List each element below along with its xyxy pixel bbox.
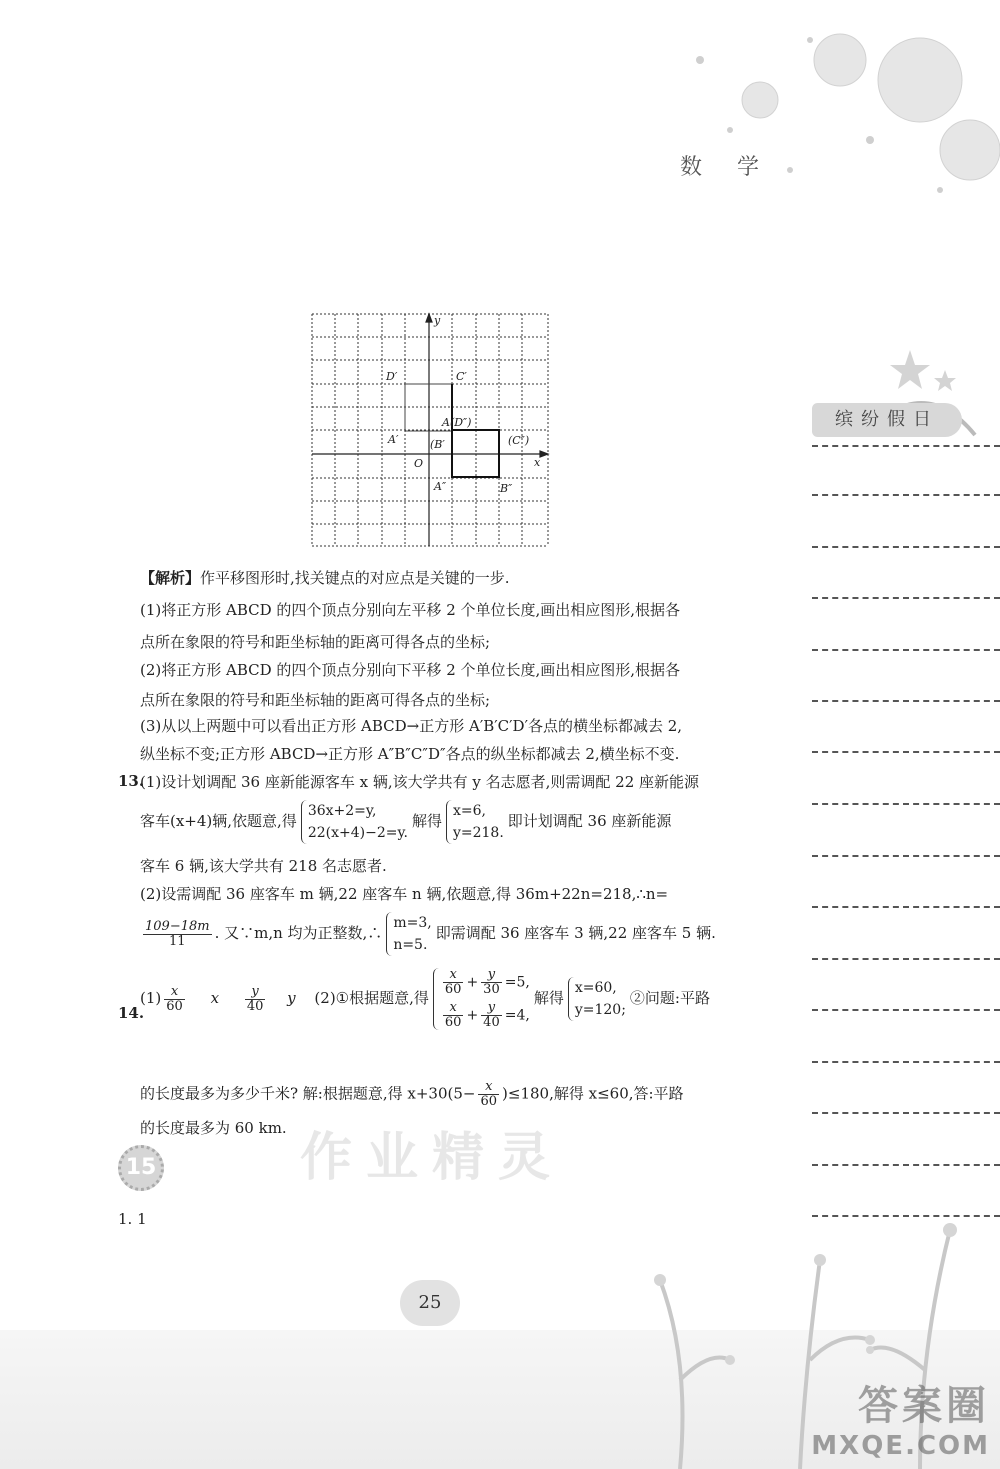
note-line — [812, 1061, 1000, 1063]
q14-line: 的长度最多为 60 km. — [140, 1119, 287, 1137]
flower-decoration — [640, 20, 1000, 210]
logo-url: MXQE.COM — [811, 1431, 990, 1461]
analysis-line — [140, 568, 510, 588]
fraction — [478, 1080, 499, 1109]
fraction-numerator: y — [481, 968, 502, 983]
solution-system — [568, 977, 626, 1021]
sidebar-tab: 缤纷假日 — [812, 403, 962, 437]
fraction-denominator: 60 — [480, 1094, 498, 1109]
equation: $\frac{x}{60}$ + $\frac{y}{40}$ =4, — [444, 1000, 530, 1030]
q13-line — [140, 800, 671, 844]
fraction-numerator: y — [481, 1001, 502, 1016]
equation-rhs: =5, — [504, 974, 530, 991]
fraction-numerator: 109−18m — [145, 918, 210, 934]
page-number: 25 — [400, 1280, 460, 1326]
answer-variable: y — [287, 989, 296, 1007]
logo-text: 答案圈 — [858, 1383, 990, 1429]
fraction — [443, 968, 464, 997]
q13-text: 即计划调配 36 座新能源 — [507, 812, 672, 830]
equation-rhs: =4, — [504, 1007, 530, 1024]
solution: m=3, — [393, 915, 432, 931]
q14-text: ②问题:平路 — [629, 989, 710, 1007]
solution-system — [386, 912, 431, 956]
fraction-numerator: x — [443, 968, 464, 983]
solution: x=60, — [574, 980, 617, 996]
fraction — [143, 920, 212, 949]
fraction-numerator: x — [478, 1080, 499, 1095]
note-line — [812, 1164, 1000, 1166]
solution: y=120; — [574, 1002, 626, 1018]
note-line — [812, 546, 1000, 548]
equation-system — [433, 968, 530, 1030]
q13-line: 客车 6 辆,该大学共有 218 名志愿者. — [140, 857, 387, 875]
label-a-dpp: A(D″) — [442, 416, 472, 429]
solution-system — [446, 800, 504, 844]
x-axis-label: x — [534, 456, 541, 469]
q14-text: 解得 — [533, 989, 564, 1007]
site-logo — [811, 1374, 990, 1461]
q14-text: (1) — [140, 989, 162, 1007]
label-bp: (B′ — [430, 438, 445, 451]
analysis-line: (3)从以上两题中可以看出正方形 ABCD→正方形 A′B′C′D′各点的横坐标都减去 2, — [140, 717, 683, 735]
origin-label: O — [414, 457, 424, 470]
analysis-line: 点所在象限的符号和距坐标轴的距离可得各点的坐标; — [140, 691, 491, 709]
equation-system — [301, 800, 408, 844]
fraction-denominator: 30 — [483, 982, 500, 997]
q14-line — [140, 968, 710, 1030]
note-line — [812, 906, 1000, 908]
fraction — [245, 985, 266, 1014]
q13-text: 即需调配 36 座客车 3 辆,22 座客车 5 辆. — [435, 924, 716, 942]
solution: x=6, — [452, 803, 486, 819]
note-line — [812, 649, 1000, 651]
fraction-denominator: 60 — [444, 982, 462, 997]
q14-text: )≤180,解得 x≤60,答:平路 — [502, 1084, 684, 1103]
question-number: 13. — [118, 772, 145, 790]
label-cp: C′ — [456, 370, 467, 383]
solution: n=5. — [393, 937, 428, 953]
label-ap: A′ — [388, 433, 399, 446]
fraction-numerator: x — [443, 1001, 464, 1016]
fraction-denominator: 60 — [166, 998, 183, 1014]
solution: y=218. — [452, 825, 504, 841]
equation: 36x+2=y, — [307, 803, 377, 819]
fraction — [443, 1001, 464, 1030]
answer-variable: x — [210, 989, 220, 1007]
equation: 22(x+4)−2=y. — [307, 825, 408, 841]
analysis-line: 纵坐标不变;正方形 ABCD→正方形 A″B″C″D″各点的纵坐标都减去 2,横坐标不变. — [140, 745, 680, 763]
fraction — [164, 985, 185, 1014]
fraction-denominator: 40 — [246, 998, 264, 1014]
label-bpp: B″ — [500, 482, 513, 495]
analysis-heading: 【解析】 — [140, 569, 201, 587]
analysis-line: 点所在象限的符号和距坐标轴的距离可得各点的坐标; — [140, 633, 491, 651]
note-line — [812, 1009, 1000, 1011]
watermark: 作业精灵 — [300, 1128, 565, 1188]
coordinate-grid-figure — [310, 312, 550, 548]
note-line — [812, 803, 1000, 805]
q13-line: (2)设需调配 36 座客车 m 辆,22 座客车 n 辆,依题意,得 36m+22n=218,∴n= — [140, 885, 669, 903]
label-cpp: (C″) — [508, 434, 530, 447]
analysis-text: 作平移图形时,找关键点的对应点是关键的一步. — [200, 569, 510, 587]
fraction-denominator: 60 — [444, 1015, 462, 1030]
note-line — [812, 700, 1000, 702]
note-line — [812, 958, 1000, 960]
note-line — [812, 597, 1000, 599]
label-app: A″ — [434, 480, 447, 493]
section-q1: 1. 1 — [118, 1210, 147, 1228]
note-line — [812, 855, 1000, 857]
q13-text: 客车(x+4)辆,依题意,得 — [140, 812, 297, 830]
note-line — [812, 1112, 1000, 1114]
section-badge: 15 — [118, 1145, 164, 1191]
fraction-numerator: y — [245, 985, 266, 1000]
note-line — [812, 445, 1000, 447]
fraction — [481, 968, 502, 997]
q13-text: . 又∵m,n 均为正整数,∴ — [214, 924, 383, 942]
q13-line — [140, 912, 716, 956]
subject-title: 数 学 — [680, 155, 773, 180]
note-line — [812, 751, 1000, 753]
fraction-denominator: 40 — [483, 1015, 500, 1030]
question-number: 14. — [118, 1004, 145, 1022]
analysis-line: (1)将正方形 ABCD 的四个顶点分别向左平移 2 个单位长度,画出相应图形,根据各 — [140, 601, 681, 619]
fraction-numerator: x — [164, 985, 185, 1000]
q14-line — [140, 1080, 684, 1109]
fraction-denominator: 11 — [169, 933, 186, 949]
label-dp: D′ — [386, 370, 398, 383]
fraction — [481, 1001, 502, 1030]
q14-text: 的长度最多为多少千米? 解:根据题意,得 x+30(5− — [140, 1084, 476, 1103]
q13-line: (1)设计划调配 36 座新能源客车 x 辆,该大学共有 y 名志愿者,则需调配 22 座新能源 — [140, 773, 700, 791]
q14-text: (2)①根据题意,得 — [314, 989, 429, 1007]
q13-text: 解得 — [411, 812, 442, 830]
y-axis-label: y — [434, 314, 441, 327]
equation: $\frac{x}{60}$ + $\frac{y}{30}$ =5, — [444, 967, 530, 997]
note-line — [812, 494, 1000, 496]
analysis-line: (2)将正方形 ABCD 的四个顶点分别向下平移 2 个单位长度,画出相应图形,根据各 — [140, 661, 681, 679]
